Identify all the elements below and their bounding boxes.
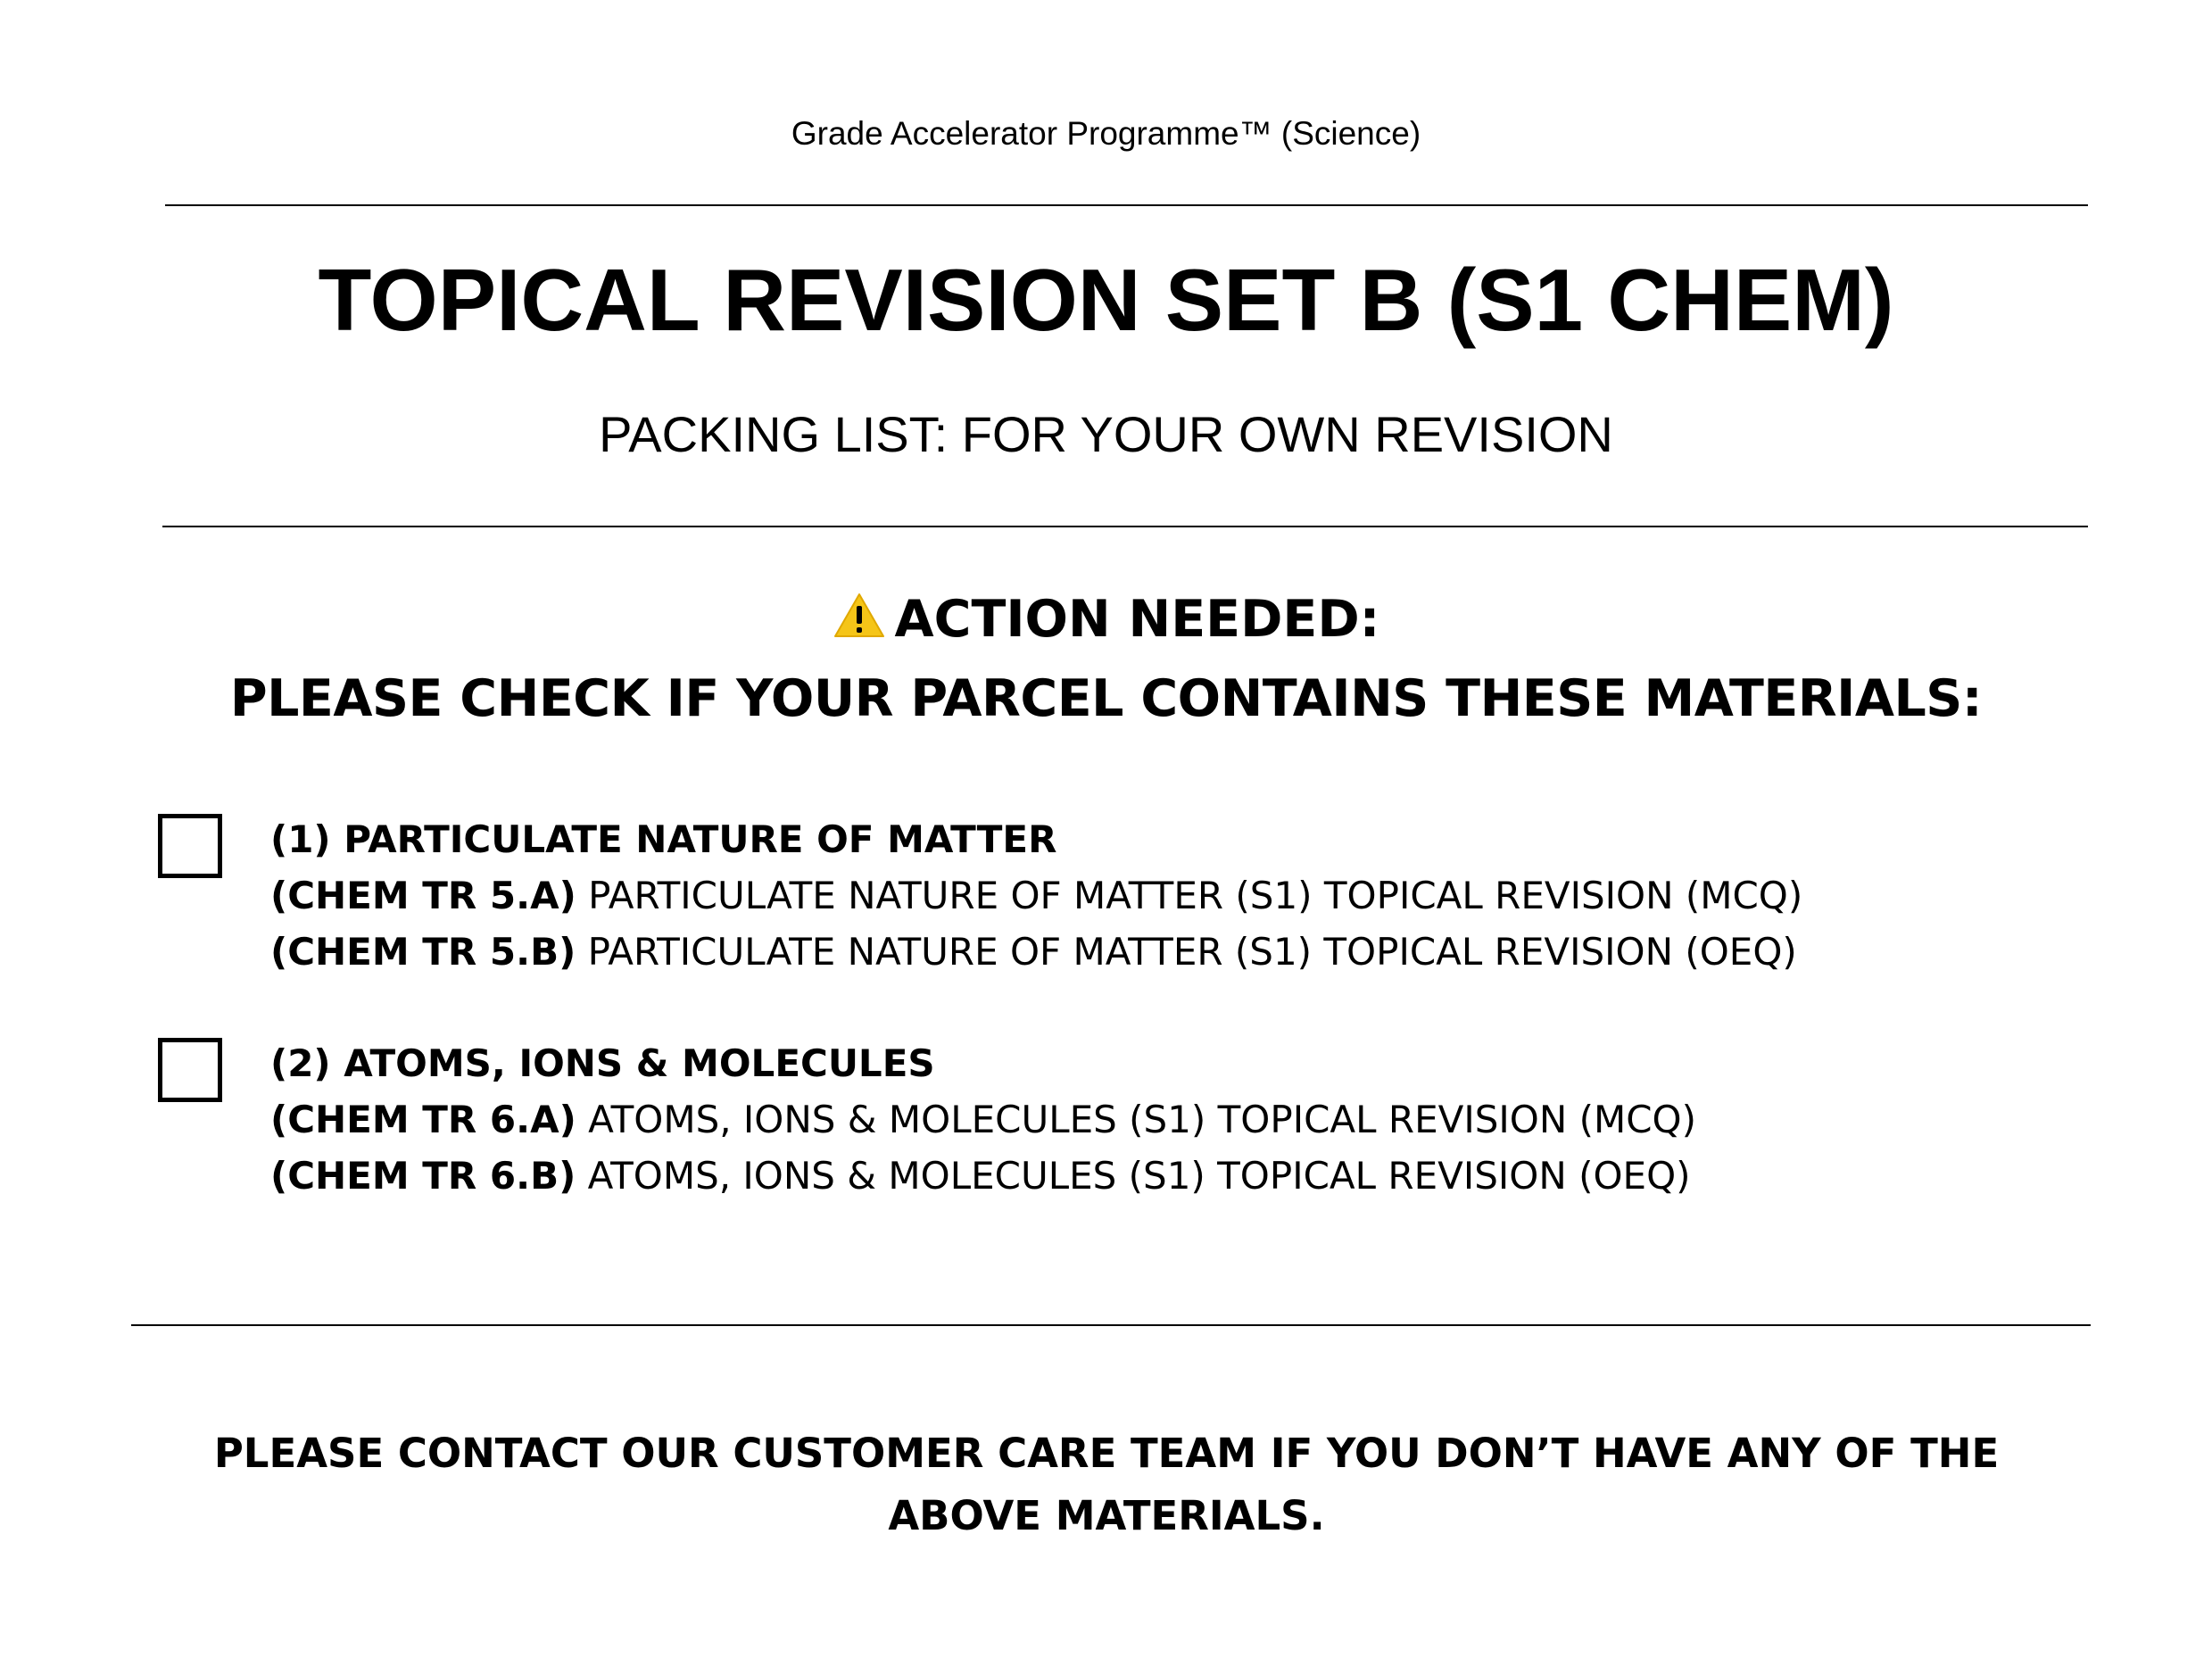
page-title: TOPICAL REVISION SET B (S1 CHEM): [318, 251, 1894, 349]
material-description: ATOMS, IONS & MOLECULES (S1) TOPICAL REVISION (OEQ): [587, 1154, 1691, 1198]
customer-care-note-line-1: PLEASE CONTACT OUR CUSTOMER CARE TEAM IF YOU DON’T HAVE ANY OF THE: [213, 1430, 2000, 1477]
material-checkbox-1[interactable]: [158, 814, 222, 878]
material-heading: (2) ATOMS, IONS & MOLECULES: [270, 1041, 935, 1085]
material-item: [270, 867, 2189, 924]
material-description: PARTICULATE NATURE OF MATTER (S1) TOPICAL REVISION (OEQ): [587, 930, 1797, 974]
action-needed-label: ACTION NEEDED:: [894, 590, 1380, 649]
action-needed-line: [0, 589, 2212, 650]
material-code: (CHEM TR 6.B): [270, 1154, 576, 1198]
material-code: (CHEM TR 6.A): [270, 1098, 576, 1141]
material-checkbox-2[interactable]: [158, 1038, 222, 1102]
material-description: ATOMS, IONS & MOLECULES (S1) TOPICAL REVISION (MCQ): [588, 1098, 1696, 1141]
page-subtitle: PACKING LIST: FOR YOUR OWN REVISION: [599, 406, 1613, 462]
material-description: PARTICULATE NATURE OF MATTER (S1) TOPICAL REVISION (MCQ): [588, 874, 1803, 917]
material-item: [270, 924, 2189, 980]
warning-icon: [833, 592, 886, 640]
customer-care-note: [161, 1422, 2052, 1547]
material-heading: (1) PARTICULATE NATURE OF MATTER: [270, 817, 1057, 861]
material-code: (CHEM TR 5.B): [270, 930, 576, 974]
program-name: Grade Accelerator Programme™ (Science): [791, 115, 1421, 152]
footer-divider: [131, 1324, 2091, 1326]
top-divider: [165, 204, 2088, 206]
material-group-1: [270, 811, 2189, 980]
material-item: [270, 1091, 2189, 1148]
material-item: [270, 1148, 2189, 1204]
customer-care-note-line-2: ABOVE MATERIALS.: [888, 1492, 1325, 1539]
check-instruction: PLEASE CHECK IF YOUR PARCEL CONTAINS THESE MATERIALS:: [229, 669, 1983, 728]
material-group-2: [270, 1035, 2189, 1204]
material-code: (CHEM TR 5.A): [270, 874, 576, 917]
header-divider: [162, 526, 2088, 527]
